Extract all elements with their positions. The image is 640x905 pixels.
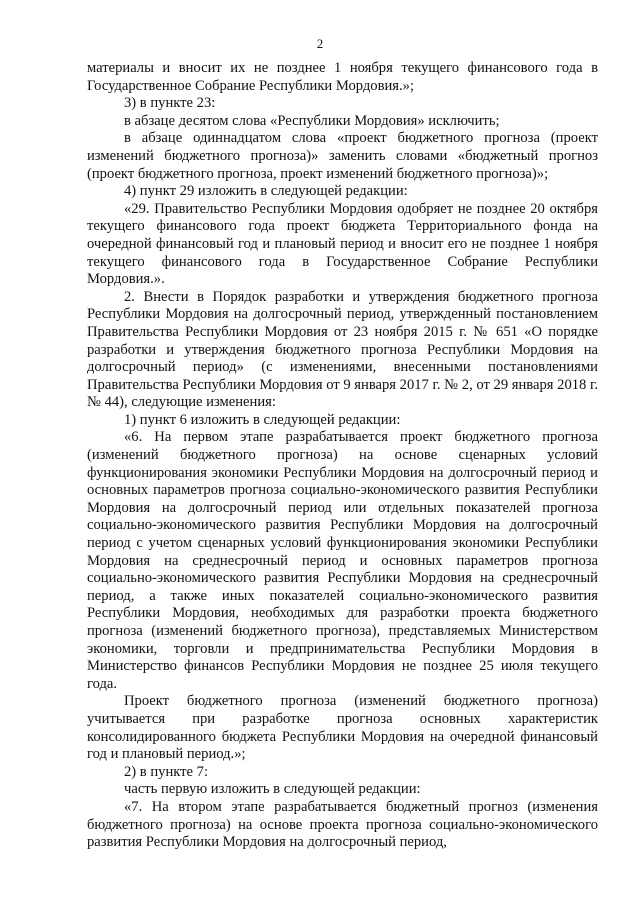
paragraph-continuation: материалы и вносит их не позднее 1 ноября текущего финансового года в Государственное Собрание Республики Мордовия.»; — [87, 60, 598, 94]
paragraph-item-3-a: в абзаце десятом слова «Республики Мордовия» исключить; — [124, 112, 500, 129]
paragraph-item-3: 3) в пункте 23: — [124, 95, 216, 112]
paragraph-clause-29: «29. Правительство Республики Мордовия одобряет не позднее 20 октября текущего финансового года проект бюджета Территориального фонда на очередной финансовый год и плановый период и вносит его не позднее 1 ноября текущего финансового года в Государственное Собрание Республики Мордовия.». — [87, 200, 598, 288]
paragraph-section-2: 2. Внести в Порядок разработки и утверждения бюджетного прогноза Республики Мордовия на долгосрочный период, утвержденный постановлением Правительства Республики Мордовия от 23 ноября 2015 г. № 651 «О порядке разработки и утверждения бюджетного прогноза Республики Мордовия на долгосрочный период» (с изменениями, внесенными постановлениями Правительства Республики Мордовия от 9 января 2017 г. № 2, от 29 января 2018 г. № 44), следующие изменения: — [87, 288, 598, 411]
paragraph-item-2-a: часть первую изложить в следующей редакции: — [124, 781, 421, 798]
paragraph-item-2: 2) в пункте 7: — [124, 763, 209, 780]
paragraph-item-1: 1) пункт 6 изложить в следующей редакции: — [124, 411, 401, 428]
paragraph-item-3-b: в абзаце одиннадцатом слова «проект бюджетного прогноза (проект изменений бюджетного прогноза)» заменить словами «бюджетный прогноз (проект бюджетного прогноза, проект изменений бюджетного прогноза)»; — [87, 130, 598, 182]
paragraph-clause-6-part-2: Проект бюджетного прогноза (изменений бюджетного прогноза) учитывается при разработке прогноза основных характеристик консолидированного бюджета Республики Мордовия на очередной финансовый год и плановый период.»; — [87, 693, 598, 763]
paragraph-item-4: 4) пункт 29 изложить в следующей редакции: — [124, 183, 408, 200]
document-body — [87, 60, 598, 852]
page-number: 2 — [316, 36, 324, 51]
paragraph-clause-7: «7. На втором этапе разрабатывается бюджетный прогноз (изменения бюджетного прогноза) на основе проекта прогноза социально-экономического развития Республики Мордовия на долгосрочный период, — [87, 798, 598, 851]
paragraph-clause-6: «6. На первом этапе разрабатывается проект бюджетного прогноза (изменений бюджетного прогноза) на основе сценарных условий функционирования экономики Республики Мордовия на долгосрочный период и основных параметров прогноза социально-экономического развития Республики Мордовия на долгосрочный период или отдельных показателей прогноза социально-экономического развития Республики Мордовия на долгосрочный период с учетом сценарных условий функционирования экономики Республики Мордовия на среднесрочный период и основных параметров прогноза социально-экономического развития Республики Мордовия на среднесрочный период, а также иных показателей социально-экономического развития Республики Мордовия, необходимых для разработки проекта бюджетного прогноза (изменений бюджетного прогноза), представляемых Министерством экономики, торговли и предпринимательства Республики Мордовия в Министерство финансов Республики Мордовия не позднее 25 июля текущего года. — [87, 429, 598, 692]
